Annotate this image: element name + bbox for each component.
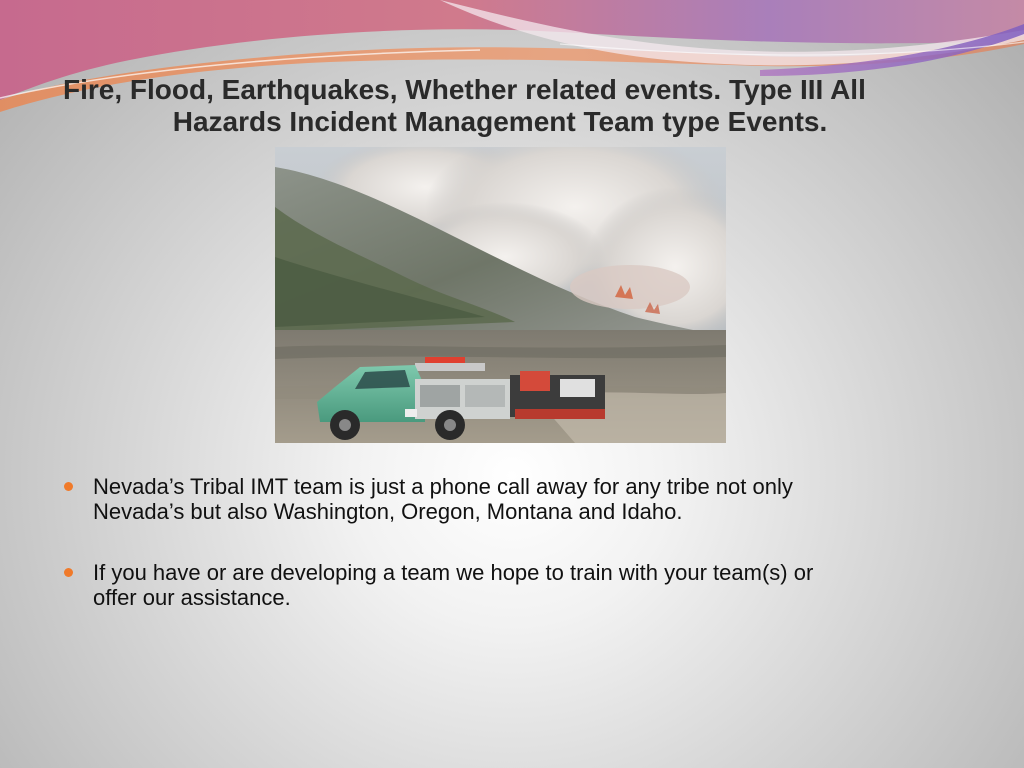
slide-title-line-1: Fire, Flood, Earthquakes, Whether related events. Type III All	[63, 74, 866, 105]
bullet-1-line-1: Nevada’s Tribal IMT team is just a phone call away for any tribe not only	[93, 474, 793, 499]
wildfire-engine-photo	[275, 147, 726, 443]
bullet-list	[60, 474, 960, 646]
bullet-2-line-1: If you have or are developing a team we hope to train with your team(s) or	[93, 560, 814, 585]
bullet-2-line-2: offer our assistance.	[93, 585, 291, 610]
slide-title	[40, 74, 1000, 138]
bullet-item	[60, 474, 960, 524]
bullet-1-line-2: Nevada’s but also Washington, Oregon, Montana and Idaho.	[93, 499, 683, 524]
bullet-item	[60, 560, 960, 610]
bullet-dot-icon	[64, 482, 73, 491]
slide-title-line-2: Hazards Incident Management Team type Events.	[172, 106, 828, 137]
bullet-dot-icon	[64, 568, 73, 577]
